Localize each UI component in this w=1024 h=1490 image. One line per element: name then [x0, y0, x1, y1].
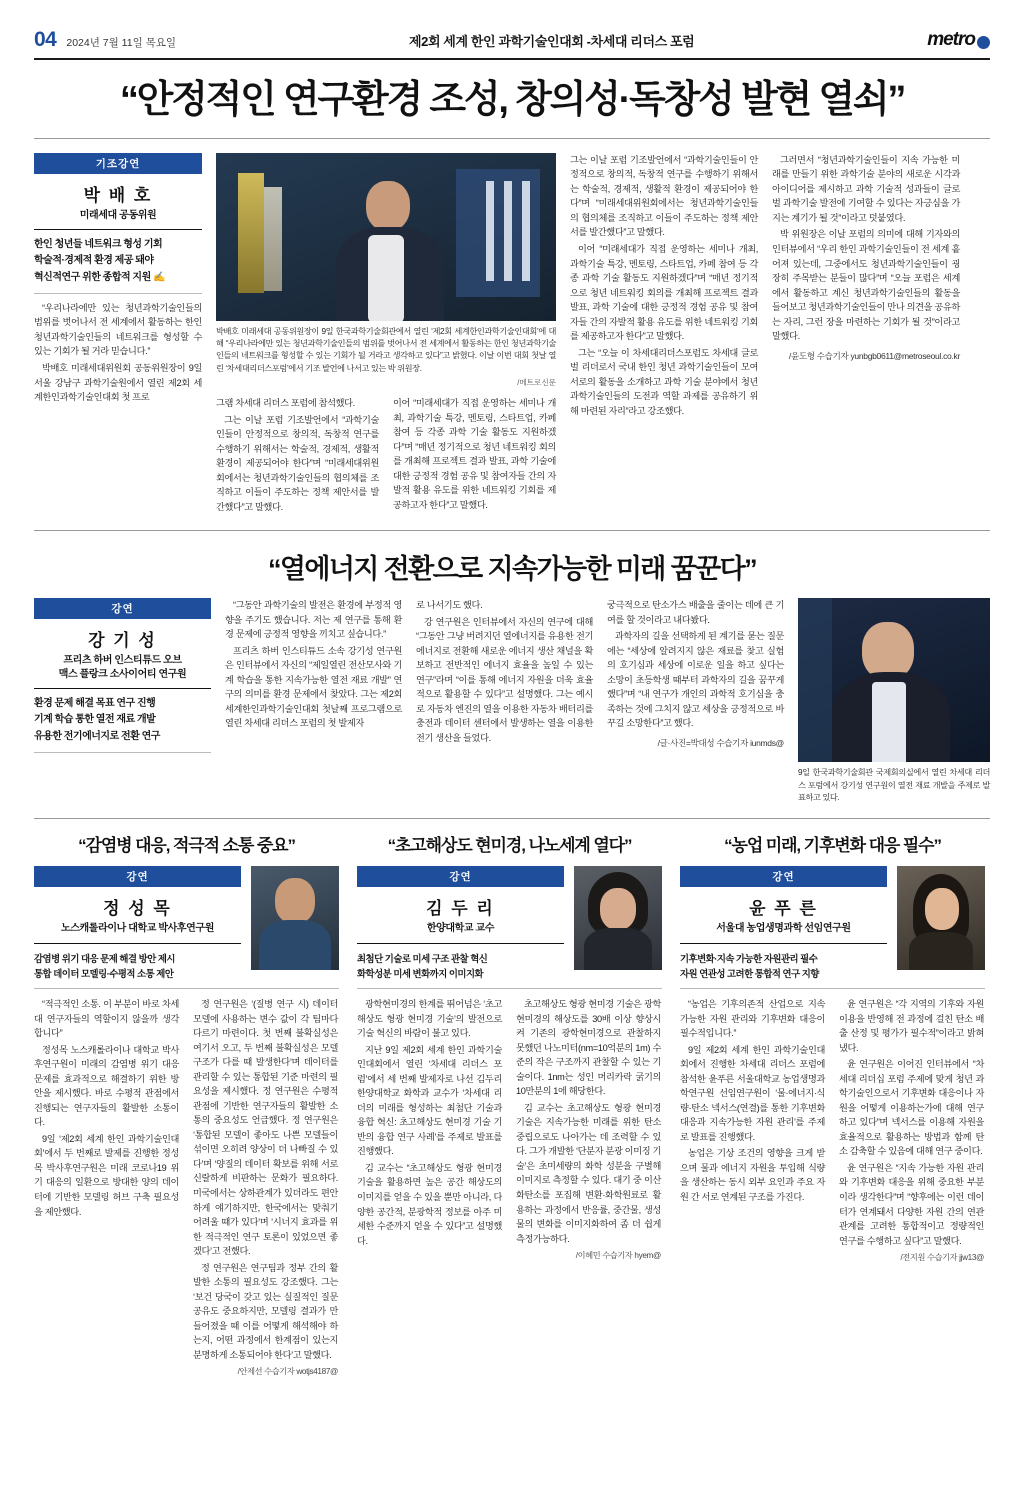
lead-col2-text [216, 396, 379, 516]
section1-divider [34, 530, 990, 531]
story-key-point: 통합 데이터 모델링·수평적 소통 제안 [34, 967, 174, 979]
paragraph: 윤 연구원은 “지속 가능한 자원 관리와 기후변화 대응을 위해 중요한 부분이라 생각한다”며 “향후에는 이런 데이터가 연계돼서 다양한 자원 간의 연관관계를 고려한 통합적이고 정량적인 연구를 수행하고 싶다”고 말했다. [839, 1162, 984, 1246]
lead-label: 기조강연 [34, 153, 202, 174]
paragraph: 9일 ‘제2회 세계 한인 과학기술인대회’에서 두 번째로 발제를 진행한 정성목 박사후연구원은 미래 코로나19 위기 대응의 일환으로 방대한 양의 데이터에 기반한 모델링 허브 구축 필요성을 제안했다. [34, 1133, 179, 1217]
paragraph: 초고해상도 형광 현미경 기술은 광학 현미경의 해상도를 30배 이상 향상시켜 기존의 광학현미경으로 관찰하지 못했던 나노미터(nm=10억분의 1m) 수준의 작은 구조까지 관찰할 수 있는 기술이다. 1nm는 성인 머리카락 굵기의 10만분의 1에 해당한다. [516, 999, 661, 1097]
story-speaker-divider [34, 943, 241, 944]
paragraph: “우리나라에만 있는 청년과학기술인들의 범위를 벗어나서 전 세계에서 활동하는 한인 청년과학기술인들의 네트워크를 형성할 수 있는 기회가 될 거라 믿습니다.” [34, 302, 202, 357]
lead-photo-column [216, 153, 556, 516]
paragraph: 그러면서 “청년과학기술인들이 지속 가능한 미래를 만들기 위한 과학기술 분야의 새로운 시각과 아이디어를 제시하고 과학 기술적 성과들이 글로벌 과학기술 발전에 기여할 수 있다는 자긍심을 가지는 계기가 될 것”이라고 덧붙였다. [772, 154, 960, 223]
story-card [680, 831, 985, 1379]
paragraph: 로 나서기도 했다. [416, 600, 483, 611]
paragraph: 정성목 노스캐롤라이나 대학교 박사후연구원이 미래의 감염병 위기 대응 문제를 효과적으로 해결하기 위한 방안을 제시했다. 바로 수평적 관점에서 진행되는 연구자들의 활발한 소통이다. [34, 1044, 179, 1128]
story-credit: /안제선 수습기자 wotjs4187@ [237, 1367, 338, 1377]
paragraph: 김 교수는 “초고해상도 형광 현미경 기술을 활용하면 높은 공간 해상도의 이미지를 얻을 수 있을 뿐만 아니라, 다양한 공간적, 분광학적 정보를 아주 미세한 수준까지 얻을 수 있다”고 설명했다. [357, 1162, 502, 1246]
story-key-points [34, 951, 241, 981]
second-col2-text [416, 598, 593, 745]
lead-key-point: 학술적·경제적 환경 제공 돼야 [34, 255, 154, 267]
paragraph: 그는 이날 포럼 기조발언에서 “과학기술인들이 안정적으로 창의적, 독창적 연구를 수행하기 위해서는 학술적, 경제적, 생활적 환경이 제공되어야 한다”며 “미래세대위원회에서는 청년과학기술인들의 협의체를 조직하고 이들이 주도하는 정책 제안서를 발간했다”고 말했다. [216, 414, 379, 512]
story-label: 강연 [34, 866, 241, 887]
second-label: 강연 [34, 598, 211, 619]
story-key-points [357, 951, 564, 981]
story-portrait [574, 866, 662, 970]
story-speaker-affiliation: 한양대학교 교수 [426, 923, 495, 935]
story-speaker-divider [357, 943, 564, 944]
paragraph: 이어 “미래세대가 직접 운영하는 세미나 개최, 과학기술 특강, 멘토링, 스타트업, 카페 참여 등 각종 과학 기술 활동도 지원하겠다”며 “매년 정기적으로 청년 네트워킹 회의를 개최해 프로젝트 결과 발표, 과학 기술에 대한 긍정적 경험 공유 및 참여자들 간의 자발적 활용 유도를 위한 네트워킹 기회를 제공하고자 한다”고 말했다. [570, 243, 758, 342]
story-label: 강연 [357, 866, 564, 887]
second-speaker-name: 강 기 성 [88, 631, 157, 651]
paragraph: 이어 “미래세대가 직접 운영하는 세미나 개최, 과학기술 특강, 멘토링, 스타트업, 카페 참여 등 각종 과학 기술 활동도 지원하겠다”며 “매년 정기적으로 청년 네트워킹 회의를 개최해 프로젝트 결과 발표, 과학 기술에 대한 긍정적 경험 공유 및 참여자들 간의 자발적 활용 유도를 위한 네트워킹 기회를 제공하고자 한다”고 말했다. [393, 397, 556, 510]
paragraph: 9일 제2회 세계 한인 과학기술인대회에서 진행한 차세대 리더스 포럼에 참석한 윤푸른 서울대학교 농업생명과학연구원 선임연구원이 ‘물·에너지·식량·탄소 넥서스(연결)를 통한 기후변화 대응과 지속가능한 자원 관리’를 주제로 발표를 진행했다. [680, 1044, 825, 1142]
lead-col2b-text [393, 396, 556, 516]
second-col1-text [225, 598, 402, 731]
story-body [357, 997, 662, 1263]
lead-speaker-affiliation: 미래세대 공동위원 [79, 209, 157, 221]
masthead-brand [927, 29, 990, 51]
story-group [34, 831, 990, 1379]
story-label: 강연 [680, 866, 887, 887]
story-col2 [839, 997, 984, 1265]
story-credit: /이혜민 수습기자 hyem@ [575, 1251, 661, 1261]
lead-speaker-divider [34, 229, 202, 230]
second-speaker-divider [34, 688, 211, 689]
lead-byline: /윤도형 수습기자 yunbgb0611@metroseoul.co.kr [788, 350, 960, 361]
story-portrait [251, 866, 339, 970]
section-title: 제2회 세계 한인 과학기술인대회 -차세대 리더스 포럼 [408, 33, 695, 49]
story-speaker-affiliation: 노스캐롤라이나 대학교 박사후연구원 [61, 923, 214, 935]
paragraph: 과학자의 길을 선택하게 된 계기를 묻는 질문에는 “세상에 알려지지 않은 재료를 찾고 실험의 호기심과 세상에 이로운 일을 하고 싶다는 소망이 초등학생 때부터 과학자의 길을 꿈꾸게 했다”며 “내 연구가 개인의 과학적 호기심을 충족하는 것에 그치지 않고 세상을 긍정적으로 바꾸길 소망한다”고 했다. [607, 631, 784, 729]
story-speaker-name: 김 두 리 [426, 899, 495, 919]
story-speaker-info [680, 866, 887, 981]
paragraph: 그램 차세대 리더스 포럼에 참석했다. [216, 397, 355, 408]
lead-col4 [772, 153, 960, 516]
lead-key-point: 한인 청년들 네트워크 형성 기회 [34, 239, 163, 251]
brand-dot-icon [977, 36, 990, 49]
story-header-row [680, 866, 985, 981]
second-article [34, 598, 990, 804]
story-card [357, 831, 662, 1379]
story-key-point: 기후변화·지속 가능한 자원관리 필수 [680, 952, 818, 964]
section2-divider [34, 818, 990, 819]
second-points-divider [34, 752, 211, 753]
second-col1 [225, 598, 402, 804]
story-card [34, 831, 339, 1379]
story-col2 [193, 997, 338, 1379]
paragraph: 김 교수는 초고해상도 형광 현미경 기술은 지속가능한 미래를 위한 탄소중립으로도 나아가는 데 조력할 수 있다. 그가 개발한 ‘단분자 분광 이미징 기술’은 초미세량의 화학 성분을 구별해 이미지로 측정할 수 있다. 대기 중 이산화탄소를 포집해 변환·화학원료로 활용하는 과정에서 반응률, 중간물, 생성물의 변화를 이미지화하여 좀 더 쉽게 측정가능하다. [516, 1102, 661, 1244]
paragraph: 박배호 미래세대위원회 공동위원장이 9일 서울 강남구 과학기술원에서 열린 제2회 세계한인과학기술인대회 첫 프로 [34, 362, 202, 403]
lead-photo [216, 153, 556, 321]
masthead-left [34, 28, 176, 52]
lead-points-divider [34, 293, 202, 294]
story-divider [34, 988, 339, 989]
story-speaker-name: 윤 푸 른 [749, 899, 818, 919]
story-speaker-affiliation: 서울대 농업생명과학 선임연구원 [716, 923, 851, 935]
second-key-point: 기계 학습 통한 열전 재료 개발 [34, 714, 156, 726]
paragraph: 정 연구원은 연구팀과 정부 간의 활발한 소통의 필요성도 강조했다. 그는 ‘보건 당국이 갖고 있는 실질적인 질문 공유도 중요하지만, 모델링 결과가 만들어졌을 때 이를 어떻게 해석해야 하는지, 어떤 과정에서 한계점이 있는지 분명하게 소통되어야 한다’고 말했다. [193, 1262, 338, 1360]
second-key-point: 환경 문제 해결 목표 연구 진행 [34, 698, 156, 710]
story-credit: /전지원 수습기자 jjw13@ [900, 1253, 984, 1263]
paragraph: 윤 연구원은 이어진 인터뷰에서 “차세대 리더십 포럼 주제에 맞게 청년 과학기술인으로서 기후변화 대응이나 자원을 어떻게 이용하는가에 대해 연구하고 있다”며 넥서스를 이용해 자원을 효율적으로 활용하는 방법과 함께 탄소 감축할 수 있음에 대해 연구 중이다. [839, 1059, 984, 1157]
lead-speaker-column [34, 153, 202, 516]
story-col1 [34, 997, 179, 1379]
story-portrait [897, 866, 985, 970]
second-key-points [34, 696, 211, 745]
lead-photo-caption: 박배호 미래세대 공동위원장이 9일 한국과학기술회관에서 열린 ‘제2회 세계한인과학기술인대회’에 대해 “우리나라에만 있는 청년과학기술인들의 범위를 벗어나서 전 세계에서 활동하는 한인 청년과학기술인들의 네트워크를 형성할 수 있는 기회가 될 거라고 생각하고 있다”고 밝혔다. 이날 이번 대회 첫날 열린 ‘차세대리더스포럼’에서 기조 발언에 나서고 있는 박 위원장. [216, 326, 556, 373]
story-header-row [357, 866, 662, 981]
paragraph: 그는 이날 포럼 기조발언에서 “과학기술인들이 안정적으로 창의적, 독창적 연구를 수행하기 위해서는 학술적, 경제적, 생활적 환경이 제공되어야 한다”며 “미래세대위원회에서는 청년과학기술인들의 협의체를 조직하고 이들이 주도하는 정책 제안서를 발간했다”고 말했다. [570, 154, 758, 238]
lead-col4-text [772, 153, 960, 344]
lead-photo-credit: /메트로신문 [517, 377, 556, 387]
paragraph: “농업은 기후의존적 산업으로 지속 가능한 자원 관리와 기후변화 대응이 필수적입니다.” [680, 999, 825, 1039]
story-col1 [680, 997, 825, 1265]
story-speaker-info [34, 866, 241, 981]
headline-divider [34, 138, 990, 139]
lead-col3 [570, 153, 758, 516]
paragraph: “그동안 과학기술의 발전은 환경에 부정적 영향을 주기도 했습니다. 저는 제 연구를 통해 환경 문제에 긍정적 영향을 끼치고 싶습니다.” [225, 600, 402, 640]
lead-speaker-name: 박 배 호 [83, 185, 153, 205]
lead-key-points [34, 237, 202, 286]
paragraph: 광학현미경의 한계를 뛰어넘은 ‘초고해상도 형광 현미경 기술’의 발전으로 기술 혁신의 바람이 불고 있다. [357, 999, 502, 1039]
story-title: “초고해상도 현미경, 나노세계 열다” [387, 836, 632, 856]
paragraph: 강 연구원은 인터뷰에서 자신의 연구에 대해 “그동안 그냥 버려지던 열에너지를 유용한 전기에너지로 전환해 새로운 에너지 생산 채널을 확보하고 전반적인 에너지 효율을 높일 수 있는 연구”라며 “이를 통해 에너지 자원을 더욱 효율적으로 활용할 수 있다”고 설명했다. 그는 예시로 자동차 엔진의 열을 이용한 자동차 배터리를 충전과 데이터 센터에서 발생하는 열을 이용한 전기 생산을 들었다. [416, 616, 593, 744]
paragraph: 윤 연구원은 “각 지역의 기후와 자원 이용을 반영해 전 과정에 걸친 탄소 배출 산정 및 평가가 필수적”이라고 밝혀냈다. [839, 999, 984, 1053]
story-speaker-divider [680, 943, 887, 944]
lead-article [34, 153, 990, 516]
brand-name: metro [927, 29, 975, 50]
story-col2 [516, 997, 661, 1263]
second-article-title: “열에너지 전환으로 지속가능한 미래 꿈꾼다” [267, 554, 757, 585]
paragraph: “적극적인 소통. 이 부분이 바로 차세대 연구자들의 역할이지 않을까 생각합니다” [34, 999, 179, 1039]
lead-key-point: 혁신적연구 위한 종합적 지원 ✍ [34, 271, 165, 283]
story-key-point: 최첨단 기술로 미세 구조 관찰 혁신 [357, 952, 488, 964]
masthead [34, 28, 990, 60]
paragraph: 지난 9일 제2회 세계 한인 과학기술인대회에서 열린 ‘차세대 리더스 포럼’에서 세 번째 발제자로 나선 김두리 한양대학교 화학과 교수가 ‘차세대 리더의 미래를 형성하는 최첨단 기술과 융합 혁신: 초고해상도 현미경 기술 기반의 융합 연구 사례’를 주제로 발표를 진행했다. [357, 1044, 502, 1157]
second-col3 [607, 598, 784, 804]
story-title: “감염병 대응, 적극적 소통 중요” [78, 836, 295, 856]
story-title: “농업 미래, 기후변화 대응 필수” [724, 836, 941, 856]
paragraph: 프리츠 하버 인스티튜드 소속 강기성 연구원은 인터뷰에서 자신의 “제일열린 전산모사와 기계 학습을 통한 지속가능한 열전 재료 개발” 연구의 의미를 환경 문제에서 찾았다. 그는 제2회 세계한인과학기술인대회 첫날째 프로그램으로 열린 차세대 리더스 포럼의 첫 발제자 [225, 645, 402, 729]
story-divider [680, 988, 985, 989]
story-key-point: 자원 연관성 고려한 통합적 연구 지향 [680, 967, 819, 979]
paragraph: 정 연구원은 ‘(질병 연구 시) 데이터 모델에 사용하는 변수 값이 각 팀마다 다르기 마련이다. 첫 번째 불확실성은 여기서 오고, 두 번째 불확실성은 모델 구조가 다를 때 발생한다’며 데이터를 관리할 수 있는 통합된 기준 마련의 필요성을 제시했다. 정 연구원은 수평적 관점에 기반한 연구자들의 활발한 소통의 중요성도 언급했다. 정 연구원은 ‘통합된 모델이 좋아도 나쁜 모델들이 섞이면 오히려 양상이 더 나빠질 수 있다’며 ‘양질의 데이터 확보를 위해 서로 신랄하게 비판하는 문화가 필요하다. 미국에서는 상하관계가 있더라도 편안하게 얘기하지만, 한국에서는 맞춰기 어려울 때가 있다’며 ‘시너지 효과를 위한 적극적인 연구 토론이 있었으면 좋겠다’고 전했다. [193, 999, 338, 1257]
page-title: “안정적인 연구환경 조성, 창의성·독창성 발현 열쇠” [119, 79, 905, 121]
story-key-point: 감염병 위기 대응 문제 해결 방안 제시 [34, 952, 175, 964]
story-header-row [34, 866, 339, 981]
story-key-point: 화학성분 미세 변화까지 이미지화 [357, 967, 484, 979]
story-col1 [357, 997, 502, 1263]
paragraph: 궁극적으로 탄소가스 배출을 줄이는 데에 큰 기여를 할 것이라고 내다봤다. [607, 600, 784, 625]
paragraph: 그는 “오늘 이 차세대리더스포럼도 차세대 글로벌 리더로서 국내 한인 청년 과학기술인들이 모여 서로의 활동을 소개하고 과학 기술 분야에서 청년과학기술인들의 도전과 역할 과제를 공유하기 위해 마련된 자리”라고 강조했다. [570, 347, 758, 416]
affiliation-line: 프리츠 하버 인스티튜드 오브 [63, 655, 182, 667]
second-key-point: 유용한 전기에너지로 전환 연구 [34, 730, 160, 742]
affiliation-line: 맥스 플랑크 소사이어티 연구원 [58, 668, 187, 680]
second-photo [798, 598, 990, 762]
story-body [680, 997, 985, 1265]
story-divider [357, 988, 662, 989]
page-number: 04 [34, 28, 57, 51]
second-photo-caption: 9일 한국과학기술회관 국제회의실에서 열린 차세대 리더스 포럼에서 강기성 연구원이 열전 재료 개발을 주제로 발표하고 있다. [798, 768, 990, 802]
paragraph: 박 위원장은 이날 포럼의 의미에 대해 기자와의 인터뷰에서 “우리 한인 과학기술인들이 전 세계 흩어져 있는데, 그중에서도 청년과학기술인들이 굉장히 주목받는 분들이 많다”며 “오늘 포럼은 세계에서 활동하고 계신 청년과학기술인들의 활동을 들어보고 청년과학기술인들이 만나 의견을 공유하는 자리, 그런 장을 마련하는 기회가 될 것”이라고 말했다. [772, 229, 960, 342]
story-speaker-name: 정 성 목 [103, 899, 172, 919]
paragraph: 농업은 기상 조건의 영향을 크게 받으며 물과 에너지 자원을 투입해 식량을 생산하는 동시 외부 요인과 주요 자원 간 서로 연계된 구조를 가진다. [680, 1148, 825, 1202]
story-key-points [680, 951, 887, 981]
second-byline: /글·사진=박대성 수습기자 iunmds@ [657, 738, 784, 749]
second-photo-column [798, 598, 990, 804]
story-speaker-info [357, 866, 564, 981]
second-col3-text [607, 598, 784, 731]
lead-col1-text [34, 301, 202, 405]
second-speaker-affiliation [34, 654, 211, 681]
lead-col3-text [570, 153, 758, 419]
publication-date: 2024년 7월 11일 목요일 [66, 37, 177, 49]
second-col2 [416, 598, 593, 804]
story-body [34, 997, 339, 1379]
second-speaker-column [34, 598, 211, 804]
